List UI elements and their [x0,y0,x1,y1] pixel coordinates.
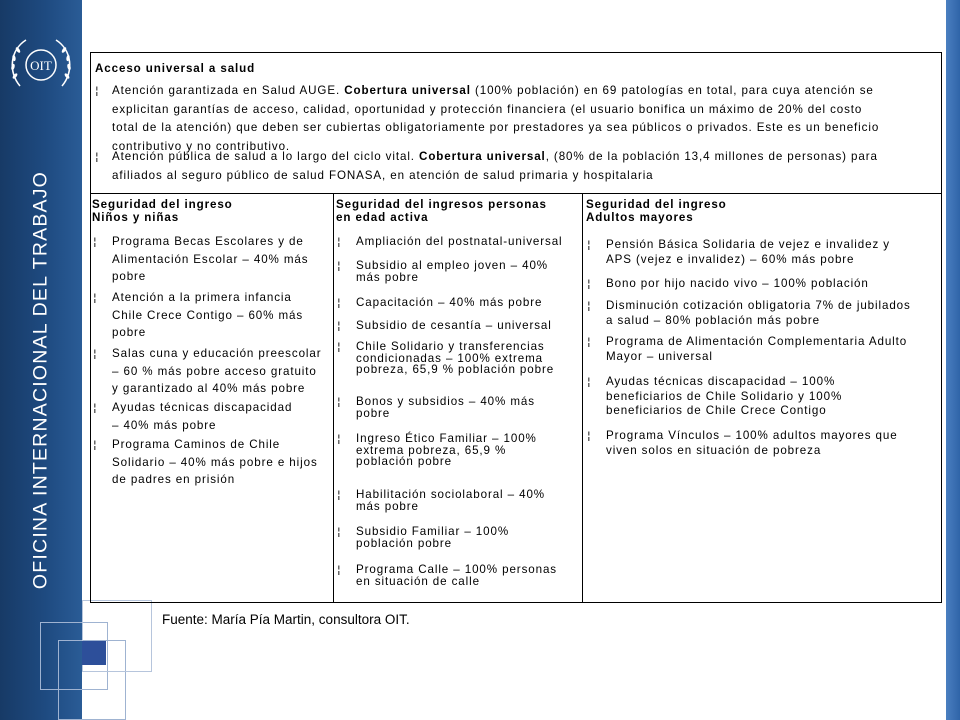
bullet-icon: ¦ [337,488,341,501]
bullet-icon: ¦ [587,277,591,290]
line-text: Atención pública de salud a lo largo del ciclo vital. [112,150,420,163]
bullet-icon: ¦ [93,235,97,248]
list-item-line: pobreza, 65,9 % población pobre [356,363,555,376]
list-item-line: Capacitación – 40% más pobre [356,296,543,309]
column-header: en edad activa [336,211,429,224]
source-note: Fuente: María Pía Martin, consultora OIT. [162,612,410,627]
list-item-line: población pobre [356,455,453,468]
list-item-line: Ayudas técnicas discapacidad [112,401,293,414]
bullet-icon: ¦ [337,235,341,248]
column-header: Seguridad del ingresos personas [336,198,547,211]
column-header: Niños y niñas [92,211,180,224]
list-item-line: Chile Crece Contigo – 60% más [112,308,304,322]
line-text: contributivo y no contributivo. [112,140,291,154]
line-text: explicitan garantías de acceso, calidad, oportunidad y protección financiera (el usuario bonifica un máximo de 20% del costo [112,102,863,116]
bullet-icon: ¦ [337,563,341,576]
bullet-icon: ¦ [93,347,97,360]
list-item-line: pobre [356,406,391,420]
emphasis-text: Cobertura universal [419,150,546,163]
list-item-line: Programa de Alimentación Complementaria Adulto [606,335,908,348]
line-text: Atención garantizada en Salud AUGE. [112,84,345,97]
emphasis-text: Cobertura universal [344,84,471,97]
list-item-line: Salas cuna y educación preescolar [112,347,322,360]
list-item-line: población pobre [356,536,453,550]
item-line [112,150,878,164]
bullet-icon: ¦ [95,84,99,97]
list-item-line: extrema pobreza, 65,9 % [356,443,507,457]
list-item-line: Bono por hijo nacido vivo – 100% población [606,277,869,290]
list-item-line: beneficiarios de Chile Solidario y 100% [606,389,843,403]
list-item-line: Bonos y subsidios – 40% más [356,395,535,408]
list-item-line: – 40% más pobre [112,418,217,432]
column-divider [333,193,334,603]
bullet-icon: ¦ [587,375,591,388]
bullet-icon: ¦ [337,296,341,309]
list-item-line: Subsidio al empleo joven – 40% [356,259,548,272]
list-item-line: Subsidio de cesantía – universal [356,319,552,332]
item-line [112,169,654,183]
logo-text: OIT [30,58,52,73]
list-item-line: Programa Caminos de Chile [112,438,281,451]
bullet-icon: ¦ [337,259,341,272]
list-item-line: Ayudas técnicas discapacidad – 100% [606,375,836,388]
item-line [112,84,874,98]
column-header: Adultos mayores [586,211,694,224]
list-item-line: Alimentación Escolar – 40% más [112,252,309,266]
column-header: Seguridad del ingreso [92,198,233,211]
list-item-line: Mayor – universal [606,349,713,363]
bullet-icon: ¦ [93,291,97,304]
section-title: Acceso universal a salud [95,62,256,75]
list-item-line: Disminución cotización obligatoria 7% de jubilados [606,299,911,312]
list-item-line: más pobre [356,270,419,284]
line-text: , (80% de la población 13,4 millones de personas) para [545,150,878,163]
list-item-line: Chile Solidario y transferencias [356,340,545,353]
list-item-line: pobre [112,326,147,339]
bullet-icon: ¦ [93,401,97,414]
list-item-line: Habilitación sociolaboral – 40% [356,488,546,501]
bullet-icon: ¦ [587,238,591,251]
oit-logo [6,30,76,100]
list-item-line: – 60 % más pobre acceso gratuito [112,364,317,378]
column-header: Seguridad del ingreso [586,198,727,211]
column-divider [582,193,583,603]
list-item-line: Pensión Básica Solidaria de vejez e invalidez y [606,238,890,251]
list-item-line: Ampliación del postnatal-universal [356,235,563,248]
list-item-line: Programa Calle – 100% personas [356,563,558,576]
list-item-line: condicionadas – 100% extrema [356,351,543,365]
list-item-line: Programa Becas Escolares y de [112,235,304,248]
bullet-icon: ¦ [587,335,591,348]
line-text: total de la atención) que deben ser cubiertas obligatoriamente por prestadores ya sea públicos o privados. Este es un beneficio [112,121,880,135]
sidebar [0,0,82,720]
organization-name: OFICINA INTERNACIONAL DEL TRABAJO [29,170,52,590]
item-line [112,103,862,117]
list-item-line: pobre [112,270,147,283]
bullet-icon: ¦ [337,319,341,332]
list-item-line: en situación de calle [356,574,480,588]
bullet-icon: ¦ [93,438,97,451]
list-item-line: más pobre [356,499,419,513]
bullet-icon: ¦ [337,432,341,445]
list-item-line: beneficiarios de Chile Crece Contigo [606,404,827,418]
bullet-icon: ¦ [337,525,341,538]
item-line [112,121,879,135]
deco-filled-square [82,641,106,665]
list-item-line: Solidario – 40% más pobre e hijos [112,455,318,469]
bullet-icon: ¦ [587,429,591,442]
right-accent-bar [946,0,960,720]
list-item-line: Ingreso Ético Familiar – 100% [356,432,537,445]
list-item-line: y garantizado al 40% más pobre [112,382,306,395]
list-item-line: a salud – 80% población más pobre [606,313,821,327]
line-text: (100% población) en 69 patologías en total, para cuya atención se [470,84,874,97]
bullet-icon: ¦ [587,299,591,312]
list-item-line: Subsidio Familiar – 100% [356,525,510,538]
list-item-line: viven solos en situación de pobreza [606,443,822,457]
list-item-line: APS (vejez e invalidez) – 60% más pobre [606,252,855,266]
line-text: afiliados al seguro público de salud FONASA, en atención de salud primaria y hospitalaria [112,168,654,182]
bullet-icon: ¦ [95,150,99,163]
list-item-line: Programa Vínculos – 100% adultos mayores que [606,429,898,442]
bullet-icon: ¦ [337,340,341,353]
list-item-line: de padres en prisión [112,473,236,486]
table-divider [90,193,942,194]
bullet-icon: ¦ [337,395,341,408]
list-item-line: Atención a la primera infancia [112,291,292,304]
